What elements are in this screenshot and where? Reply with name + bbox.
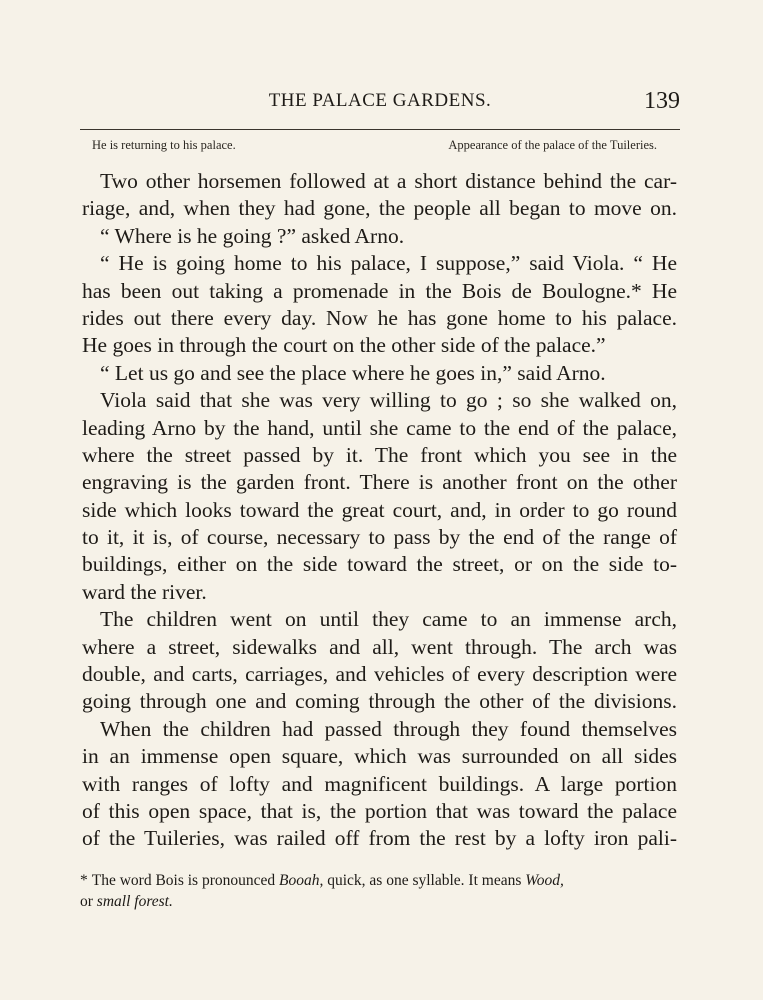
text-line: side which looks toward the great court, and, in order to go round (82, 497, 677, 522)
text-line: riage, and, when they had gone, the people all began to move on. (82, 196, 677, 221)
text-line: engraving is the garden front. There is another front on the other (82, 470, 677, 495)
footnote-line (80, 870, 680, 891)
text-line: where the street passed by it. The front which you see in the (82, 442, 677, 467)
header-rule (80, 129, 680, 130)
running-title: THE PALACE GARDENS. (268, 90, 492, 111)
footnote-italic: Booah, (279, 872, 324, 889)
body-text (82, 168, 677, 853)
footnote-italic: Wood, (525, 872, 564, 889)
page-number: 139 (644, 88, 680, 114)
text-line: leading Arno by the hand, until she came to the end of the palace, (82, 415, 677, 440)
text-line: Two other horsemen followed at a short distance behind the car- (100, 169, 677, 193)
text-line: where a street, sidewalks and all, went through. The arch was (82, 634, 677, 659)
text-line: going through one and coming through the other of the divisions. (82, 689, 677, 714)
side-note-right: Appearance of the palace of the Tuileries. (448, 138, 657, 152)
footnote-italic: small forest. (96, 893, 173, 910)
text-line: “ Where is he going ?” asked Arno. (100, 223, 405, 248)
footnote-text: The word Bois is pronounced (91, 872, 280, 889)
side-note-left: He is returning to his palace. (92, 138, 236, 152)
text-line: in an immense open square, which was surrounded on all sides (82, 744, 677, 769)
text-line: The children went on until they came to an immense arch, (100, 607, 677, 632)
text-line: double, and carts, carriages, and vehicles of every description were (82, 662, 677, 687)
footnote-marker: * (80, 872, 88, 889)
footnote-text: or (80, 893, 97, 910)
footnote-text: quick, as one syllable. It means (323, 872, 526, 889)
text-line: buildings, either on the side toward the street, or on the side to- (82, 552, 677, 577)
text-line: to it, it is, of course, necessary to pass by the end of the range of (82, 525, 677, 550)
text-line: of this open space, that is, the portion that was toward the palace (82, 798, 677, 823)
footnote (80, 870, 680, 912)
text-line: with ranges of lofty and magnificent buildings. A large portion (82, 771, 677, 796)
text-line: When the children had passed through they found themselves (100, 716, 677, 741)
text-line: He goes in through the court on the other side of the palace.” (82, 333, 606, 358)
text-line: of the Tuileries, was railed off from the rest by a lofty iron pali- (82, 826, 677, 851)
text-line: has been out taking a promenade in the Bois de Boulogne.* He (82, 278, 677, 303)
text-line: “ Let us go and see the place where he goes in,” said Arno. (100, 360, 606, 385)
text-line: ward the river. (82, 579, 207, 604)
marginal-notes (92, 138, 657, 154)
text-line: “ He is going home to his palace, I suppose,” said Viola. “ He (100, 251, 677, 276)
footnote-line (80, 891, 680, 912)
running-head (80, 88, 680, 118)
text-line: rides out there every day. Now he has gone home to his palace. (82, 305, 677, 330)
text-line: Viola said that she was very willing to go ; so she walked on, (100, 388, 677, 413)
